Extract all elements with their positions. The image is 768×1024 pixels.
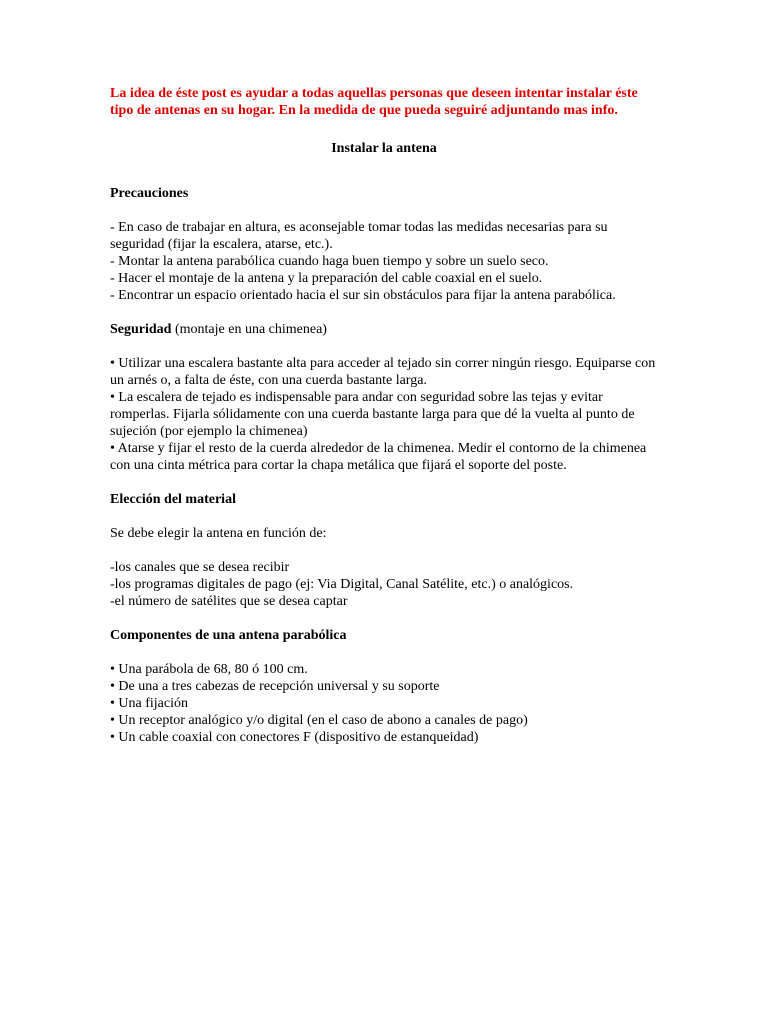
precauciones-list <box>110 219 658 304</box>
seguridad-heading-bold: Seguridad <box>110 322 172 337</box>
section-heading-eleccion: Elección del material <box>110 492 236 507</box>
list-item: - En caso de trabajar en altura, es aconsejable tomar todas las medidas necesarias para su seguridad (fijar la escalera, atarse, etc.). <box>110 220 608 252</box>
list-item: -los programas digitales de pago (ej: Via Digital, Canal Satélite, etc.) o analógicos. <box>110 577 574 592</box>
list-item: • La escalera de tejado es indispensable para andar con seguridad sobre las tejas y evitar romperlas. Fijarla sólidamente con una cuerda bastante larga para que dé la vuelta al punto de sujeción (por ejemplo la chimenea) <box>110 390 635 439</box>
list-item: • Atarse y fijar el resto de la cuerda alrededor de la chimenea. Medir el contorno de la chimenea con una cinta métrica para cortar la chapa metálica que fijará el soporte del poste. <box>110 441 647 473</box>
document-page <box>110 85 658 763</box>
section-heading-precauciones: Precauciones <box>110 186 189 201</box>
seguridad-list <box>110 355 658 474</box>
list-item: -el número de satélites que se desea captar <box>110 594 348 609</box>
list-item: - Montar la antena parabólica cuando haga buen tiempo y sobre un suelo seco. <box>110 254 549 269</box>
list-item: - Hacer el montaje de la antena y la preparación del cable coaxial en el suelo. <box>110 271 543 286</box>
seguridad-heading-note: (montaje en una chimenea) <box>171 322 327 337</box>
section-heading-seguridad <box>110 321 658 338</box>
list-item: • De una a tres cabezas de recepción universal y su soporte <box>110 679 440 694</box>
list-item: • Un cable coaxial con conectores F (dispositivo de estanqueidad) <box>110 730 479 745</box>
list-item: • Una parábola de 68, 80 ó 100 cm. <box>110 662 308 677</box>
eleccion-intro: Se debe elegir la antena en función de: <box>110 526 327 541</box>
componentes-list <box>110 661 658 746</box>
intro-paragraph: La idea de éste post es ayudar a todas aquellas personas que deseen intentar instalar éste tipo de antenas en su hogar. En la medida de que pueda seguiré adjuntando mas info. <box>110 86 638 118</box>
list-item: • Utilizar una escalera bastante alta para acceder al tejado sin correr ningún riesgo. Equiparse con un arnés o, a falta de éste, con una cuerda bastante larga. <box>110 356 656 388</box>
list-item: - Encontrar un espacio orientado hacia el sur sin obstáculos para fijar la antena parabólica. <box>110 288 616 303</box>
eleccion-list <box>110 559 658 610</box>
list-item: • Un receptor analógico y/o digital (en el caso de abono a canales de pago) <box>110 713 528 728</box>
section-heading-componentes: Componentes de una antena parabólica <box>110 628 347 643</box>
list-item: -los canales que se desea recibir <box>110 560 290 575</box>
list-item: • Una fijación <box>110 696 188 711</box>
document-title: Instalar la antena <box>331 141 437 156</box>
